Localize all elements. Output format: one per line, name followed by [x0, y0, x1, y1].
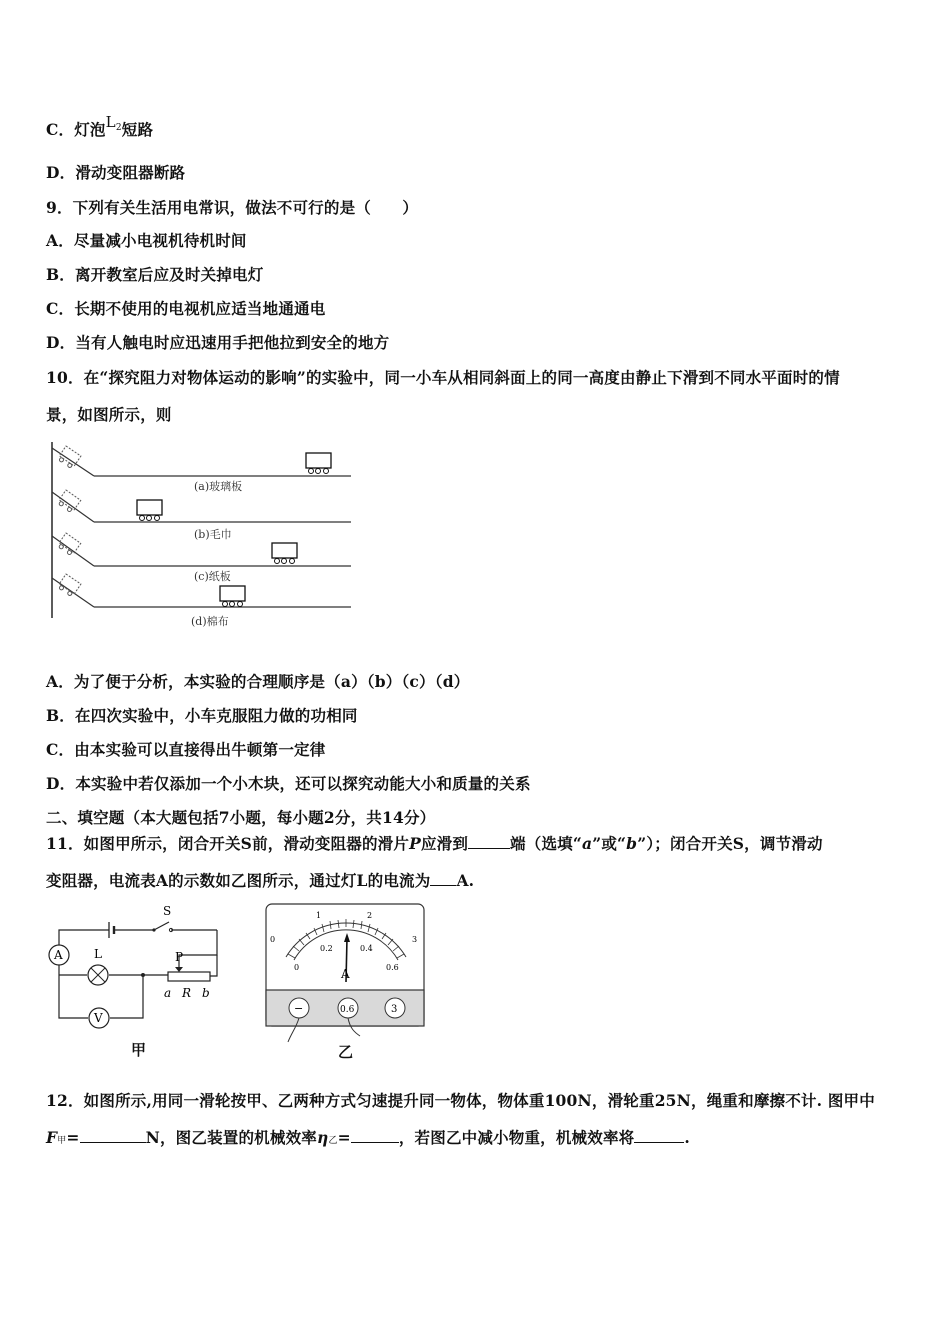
section-2-title: 二、填空题（本大题包括7小题，每小题2分，共14分）: [46, 808, 436, 827]
terminal-0-6-label: 0.6: [340, 1005, 355, 1015]
q10-option-c: C．由本实验可以直接得出牛顿第一定律: [46, 740, 326, 759]
car-on-slope-d: [57, 574, 81, 597]
q9-option-d: D．当有人触电时应迅速用手把他拉到安全的地方: [46, 333, 390, 352]
lamp-subscript: 2: [115, 123, 122, 133]
car-b: [137, 500, 162, 521]
q8-option-c-suffix: 短路: [121, 120, 154, 139]
lamp-l2-symbol: [106, 113, 122, 131]
ammeter-label: A: [54, 948, 63, 962]
q10-option-d: D．本实验中若仅添加一个小木块，还可以探究动能大小和质量的关系: [46, 774, 531, 793]
q12-line2: [46, 1126, 690, 1148]
q11-text-f: A.: [456, 871, 475, 890]
voltmeter-label: V: [94, 1011, 103, 1025]
q10-option-b: B．在四次实验中，小车克服阻力做的功相同: [46, 706, 358, 725]
q11-text-e: 变阻器，电流表A的示数如乙图所示，通过灯L的电流为: [46, 871, 431, 890]
q12-blank-2[interactable]: [351, 1128, 399, 1143]
label-c: (c)纸板: [194, 570, 231, 583]
q12-eta-var: η: [316, 1128, 329, 1147]
track-b: [52, 490, 351, 541]
label-a: (a)玻璃板: [194, 480, 243, 493]
q11-text-c: 端（选填“: [510, 834, 582, 853]
label-d: (d)棉布: [191, 615, 229, 628]
scale-top-3: 3: [412, 935, 418, 944]
label-b: (b)毛巾: [194, 528, 232, 541]
q9-stem: 9．下列有关生活用电常识，做法不可行的是（ ）: [46, 198, 419, 217]
q11-blank-2[interactable]: [430, 871, 456, 886]
q11-line2: [46, 869, 474, 891]
scale-top-2: 2: [367, 911, 373, 920]
car-c: [272, 543, 297, 564]
q12-eq1: =: [66, 1128, 80, 1147]
q11-blank-1[interactable]: [468, 834, 510, 849]
q12-f-var: F: [46, 1128, 58, 1147]
q11-text-mid: ”或“: [592, 834, 627, 853]
q11-p-var: P: [409, 834, 421, 853]
q11-text-a: 11．如图甲所示，闭合开关S前，滑动变阻器的滑片: [46, 834, 410, 853]
track-a: [52, 446, 351, 493]
q12-text-a: N，图乙装置的机械效率: [145, 1128, 317, 1147]
car-a: [306, 453, 331, 474]
q11-opt-b: b: [626, 834, 638, 853]
q12-line1: 12．如图所示,用同一滑轮按甲、乙两种方式匀速提升同一物体，物体重100N，滑轮重25N，绳重和摩擦不计. 图甲中: [46, 1091, 875, 1110]
car-on-slope-a: [57, 446, 81, 469]
q10-stem-line1: 10．在“探究阻力对物体运动的影响”的实验中，同一小车从相同斜面上的同一高度由静止下滑到不同水平面时的情: [46, 368, 840, 387]
incline-experiment-figure: [44, 440, 356, 635]
meter-unit-label: A: [341, 967, 350, 981]
q12-f-sub: 甲: [57, 1136, 67, 1146]
q12-blank-1[interactable]: [80, 1128, 146, 1143]
q11-opt-a: a: [581, 834, 593, 853]
q12-eq2: =: [337, 1128, 351, 1147]
q8-option-d: D．滑动变阻器断路: [46, 163, 186, 182]
q12-eta-sub: 乙: [328, 1136, 338, 1146]
scale-top-0: 0: [270, 935, 276, 944]
terminal-3-label: 3: [391, 1004, 398, 1015]
slider-label: P: [175, 950, 184, 964]
scale-bottom-2: 0.4: [360, 944, 373, 953]
q9-option-a: A．尽量减小电视机待机时间: [46, 231, 247, 250]
q9-option-c: C．长期不使用的电视机应适当地通通电: [46, 299, 326, 318]
q12-blank-3[interactable]: [634, 1128, 684, 1143]
scale-bottom-3: 0.6: [386, 963, 399, 972]
q11-line1: [46, 832, 823, 854]
scale-bottom-1: 0.2: [320, 944, 333, 953]
ammeter-caption: 乙: [338, 1043, 354, 1061]
resistor-label: R: [182, 986, 192, 1000]
car-d: [220, 586, 245, 607]
q11-text-d: ”）；闭合开关S，调节滑动: [637, 834, 823, 853]
q12-end: .: [684, 1128, 690, 1147]
q10-stem-line2: 景，如图所示，则: [46, 405, 172, 424]
ammeter-dial-figure: [264, 902, 426, 1062]
end-a-label: a: [164, 986, 172, 1000]
q8-option-c: [46, 113, 153, 140]
q9-option-b: B．离开教室后应及时关掉电灯: [46, 265, 264, 284]
scale-top-1: 1: [316, 911, 322, 920]
q10-option-a: A．为了便于分析，本实验的合理顺序是（a）（b）（c）（d）: [46, 672, 470, 691]
lamp-letter: L: [105, 113, 116, 131]
terminal-negative-label: −: [294, 1002, 304, 1015]
circuit-caption: 甲: [131, 1041, 147, 1059]
q8-option-c-text: C．灯泡: [46, 120, 106, 139]
q12-text-b: ，若图乙中减小物重，机械效率将: [398, 1128, 635, 1147]
q11-text-b: 应滑到: [420, 834, 469, 853]
circuit-diagram: [44, 900, 234, 1035]
lamp-label: L: [94, 947, 102, 961]
scale-bottom-0: 0: [294, 963, 300, 972]
car-on-slope-c: [57, 533, 81, 556]
switch-label: S: [163, 904, 172, 918]
end-b-label: b: [202, 986, 210, 1000]
